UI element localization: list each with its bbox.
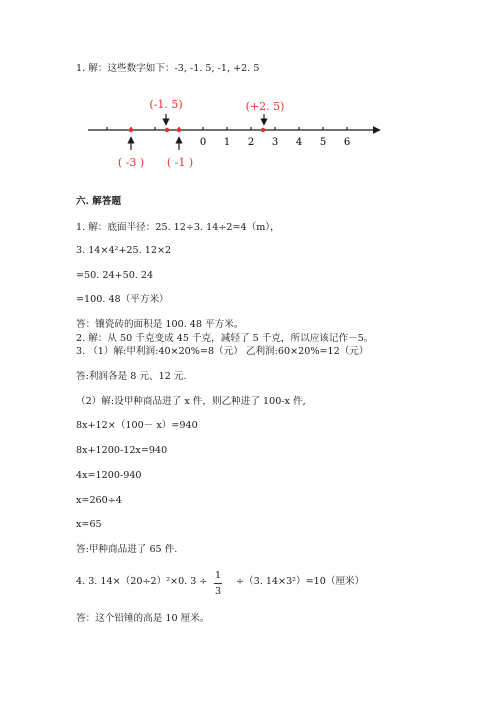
- text-line-7: 3. （1）解:甲利润:40×20%=8（元） 乙利润:60×20%=12（元）: [76, 346, 369, 357]
- text-line-14: x=65: [76, 519, 102, 530]
- number-line-diagram: [0, 88, 500, 178]
- fraction-denominator: 3: [214, 586, 222, 597]
- point-minus-3: [129, 128, 133, 132]
- tick-label-1: 1: [223, 137, 231, 148]
- text-line-13: x=260÷4: [76, 495, 122, 506]
- text-line-3: =50. 24+50. 24: [76, 270, 154, 281]
- text-line-11: 8x+1200-12x=940: [76, 445, 168, 456]
- tick-label-2: 2: [247, 137, 255, 148]
- text-line-6: 2. 解：从 50 千克变成 45 千克，减轻了 5 千克，所以应该记作－5。: [76, 333, 374, 344]
- text-line-15: 答:甲种商品进了 65 件.: [76, 544, 178, 555]
- text-line-12: 4x=1200-940: [76, 470, 142, 481]
- tick-labels: [200, 137, 350, 148]
- text-line-16a: 4. 3. 14×（20÷2）²×0. 3 ÷: [76, 576, 208, 587]
- q1-answer: 1. 解：这些数字如下：-3, -1. 5, -1, +2. 5: [76, 63, 260, 74]
- label-minus-1-5: (-1. 5): [149, 98, 183, 111]
- text-line-2: 3. 14×4²+25. 12×2: [76, 245, 172, 256]
- text-line-17: 答：这个铅锤的高是 10 厘米。: [76, 613, 210, 624]
- tick-label-0: 0: [199, 137, 207, 148]
- text-line-16b: ÷（3. 14×3²）=10（厘米）: [236, 576, 365, 587]
- point-plus-2-5: [261, 128, 265, 132]
- label-minus-1: ( -1 ): [166, 156, 194, 169]
- text-line-5: 答：镶瓷砖的面积是 100. 48 平方米。: [76, 319, 244, 330]
- text-line-9: （2）解:设甲种商品进了 x 件，则乙种进了 100-x 件,: [76, 396, 306, 407]
- text-line-8: 答:利润各是 8 元、12 元.: [76, 371, 187, 382]
- tick-label-3: 3: [271, 137, 279, 148]
- tick-label-5: 5: [319, 137, 327, 148]
- fraction-bar: [214, 583, 222, 584]
- fraction-numerator: 1: [214, 570, 222, 581]
- point-minus-1-5: [165, 128, 169, 132]
- text-line-1: 1. 解：底面半径：25. 12÷3. 14÷2=4（m），: [76, 222, 280, 233]
- text-line-10: 8x+12×（100－ x）=940: [76, 420, 198, 431]
- point-minus-1: [177, 128, 181, 132]
- section-title: 六. 解答题: [76, 196, 122, 207]
- label-minus-3: ( -3 ): [117, 156, 145, 169]
- text-line-4: =100. 48（平方米）: [76, 294, 169, 305]
- tick-label-6: 6: [343, 137, 351, 148]
- tick-label-4: 4: [295, 137, 303, 148]
- label-plus-2-5: (+2. 5): [245, 100, 285, 113]
